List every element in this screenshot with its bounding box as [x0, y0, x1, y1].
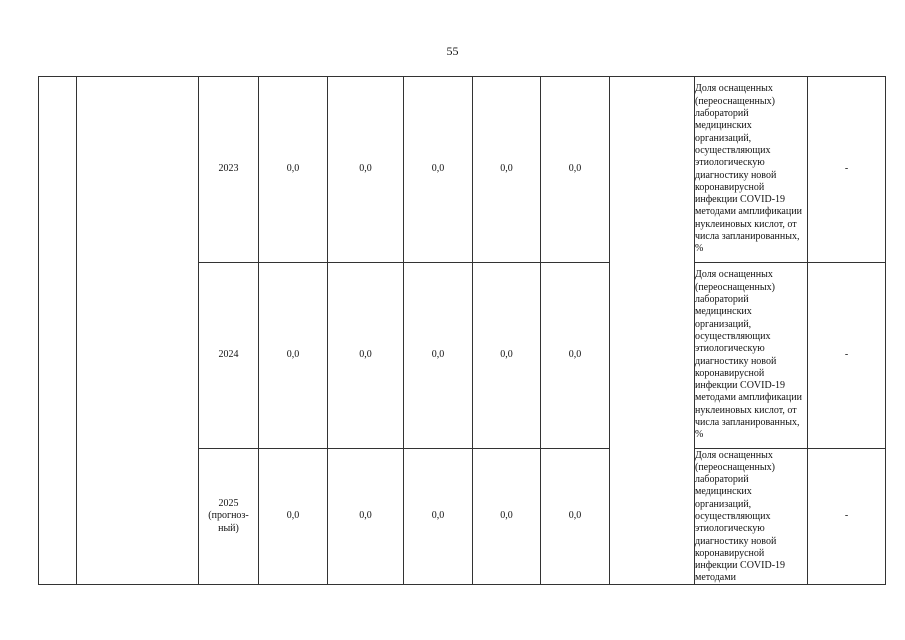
value-cell: 0,0: [328, 77, 404, 263]
value-cell: 0,0: [473, 449, 541, 585]
page-number: 55: [446, 44, 459, 58]
row-number-cell: [39, 77, 77, 585]
year-cell: 2024: [199, 263, 259, 449]
program-table: [38, 76, 886, 585]
activity-name-cell: [77, 77, 199, 585]
indicator-value-cell: -: [808, 449, 886, 585]
indicator-cell: Доля оснащенных (переоснащенных) лабораторий медицинских организаций, осуществляющих этиологическую диагностику новой коронавирусной инфекции COVID-19 методами амплификации нуклеиновых кислот, от числа запланированных, %: [695, 263, 808, 449]
year-cell: 2023: [199, 77, 259, 263]
value-cell: 0,0: [473, 77, 541, 263]
value-cell: 0,0: [541, 77, 610, 263]
value-cell: 0,0: [541, 449, 610, 585]
indicator-value-cell: -: [808, 77, 886, 263]
year-label: 2025 (прогноз-ный): [208, 498, 249, 534]
indicator-cell: Доля оснащенных (переоснащенных) лабораторий медицинских организаций, осуществляющих этиологическую диагностику новой коронавирусной инфекции COVID-19 методами амплификации нуклеиновых кислот, от числа запланированных, %: [695, 77, 808, 263]
value-cell: 0,0: [259, 263, 328, 449]
indicator-cell: [695, 449, 808, 585]
value-cell: 0,0: [259, 77, 328, 263]
value-cell: 0,0: [473, 263, 541, 449]
indicator-text: Доля оснащенных (переоснащенных) лабораторий медицинских организаций, осуществляющих этиологическую диагностику новой коронавирусной инфекции COVID-19 методами: [695, 449, 786, 584]
indicator-value-cell: -: [808, 263, 886, 449]
table-row: [39, 77, 886, 263]
year-cell: [199, 449, 259, 585]
value-cell: 0,0: [259, 449, 328, 585]
value-cell: 0,0: [404, 77, 473, 263]
value-cell: 0,0: [404, 449, 473, 585]
executor-cell: [610, 77, 695, 585]
value-cell: 0,0: [404, 263, 473, 449]
value-cell: 0,0: [328, 263, 404, 449]
value-cell: 0,0: [328, 449, 404, 585]
value-cell: 0,0: [541, 263, 610, 449]
